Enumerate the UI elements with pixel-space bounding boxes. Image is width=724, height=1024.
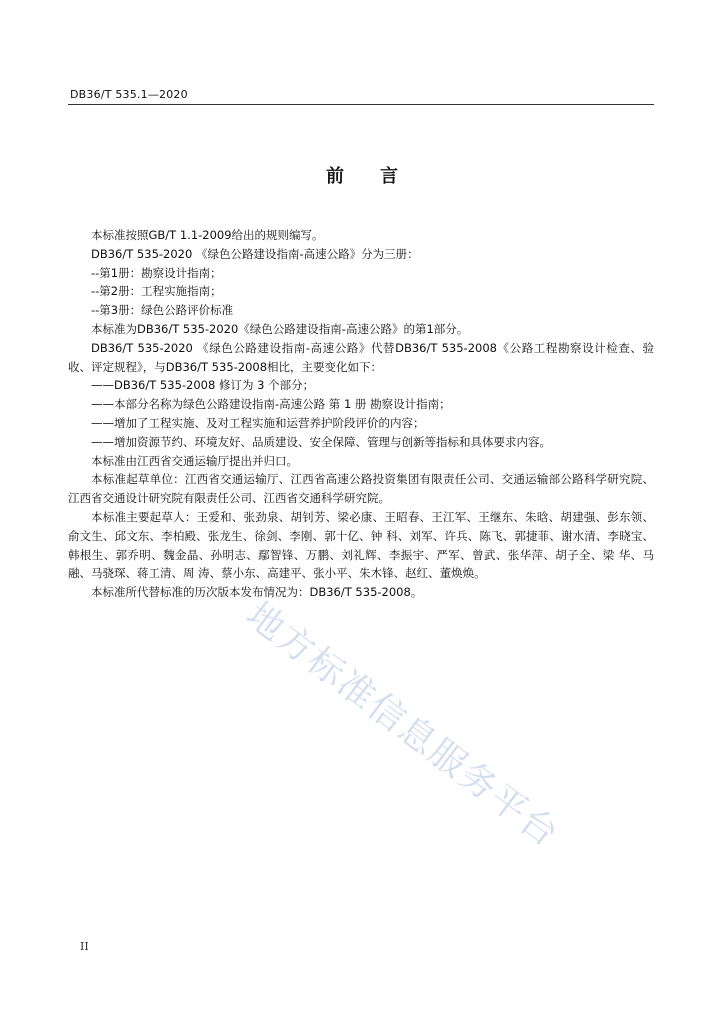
change-item-4: ——增加资源节约、环境友好、品质建设、安全保障、管理与创新等指标和具体要求内容。: [91, 434, 551, 449]
paragraph-drafting-rules: 本标准按照GB/T 1.1-2009给出的规则编写。: [91, 228, 324, 242]
list-item-volume-2: --第2册：工程实施指南；: [91, 284, 222, 299]
paragraph-proposer: 本标准由江西省交通运输厅提出并归口。: [91, 453, 298, 468]
document-code: DB36/T 535.1—2020: [70, 88, 188, 101]
list-item-volume-3: --第3册：绿色公路评价标准: [91, 303, 234, 318]
change-item-1: ——DB36/T 535-2008 修订为 3 个部分；: [91, 378, 315, 393]
paragraph-previous-editions: 本标准所代替标准的历次版本发布情况为：DB36/T 535-2008。: [91, 585, 423, 600]
change-item-2: ——本部分名称为绿色公路建设指南-高速公路 第 1 册 勘察设计指南；: [91, 397, 451, 412]
page-title: 前言: [326, 166, 434, 187]
paragraph-drafting-units: 本标准起草单位：江西省交通运输厅、江西省高速公路投资集团有限责任公司、交通运输部公路科学研究院、江西省交通设计研究院有限责任公司、江西省交通科学研究院。: [68, 472, 654, 506]
list-item-volume-1: --第1册：勘察设计指南；: [91, 265, 222, 280]
paragraph-volumes-intro: DB36/T 535-2020 《绿色公路建设指南-高速公路》分为三册：: [91, 246, 419, 261]
watermark: 地方标准信息服务平台: [238, 594, 567, 856]
change-item-3: ——增加了工程实施、及对工程实施和运营养护阶段评价的内容；: [91, 415, 425, 430]
paragraph-replacement: DB36/T 535-2020 《绿色公路建设指南-高速公路》代替DB36/T 535-2008《公路工程勘察设计检查、验收、评定规程》，与DB36/T 535-2008相比，主要变化如下：: [68, 340, 654, 374]
foreword-body: [68, 226, 654, 602]
paragraph-drafters: 本标准主要起草人：王爱和、张劲泉、胡钊芳、梁必康、王昭春、王江军、王继东、朱晗、胡建强、彭东领、俞文生、邱文东、李柏殿、张龙生、徐剑、李刚、郭十亿、钟 科、刘军、许兵、陈飞、郭捷菲、谢水清、李晓宝、韩根生、郭乔明、魏金晶、孙明志、鄢智锋、万鹏、刘礼辉、李振宇、严军、曾武、张华萍、胡子全、梁 华、马 融、马骁琛、蒋工清、周 涛、蔡小东、高建平、张小平、朱木锋、赵红、董焕焕。: [68, 509, 654, 581]
paragraph-part-statement: 本标准为DB36/T 535-2020《绿色公路建设指南-高速公路》的第1部分。: [91, 321, 469, 336]
header-divider: [68, 104, 654, 105]
page-number: II: [80, 940, 89, 953]
